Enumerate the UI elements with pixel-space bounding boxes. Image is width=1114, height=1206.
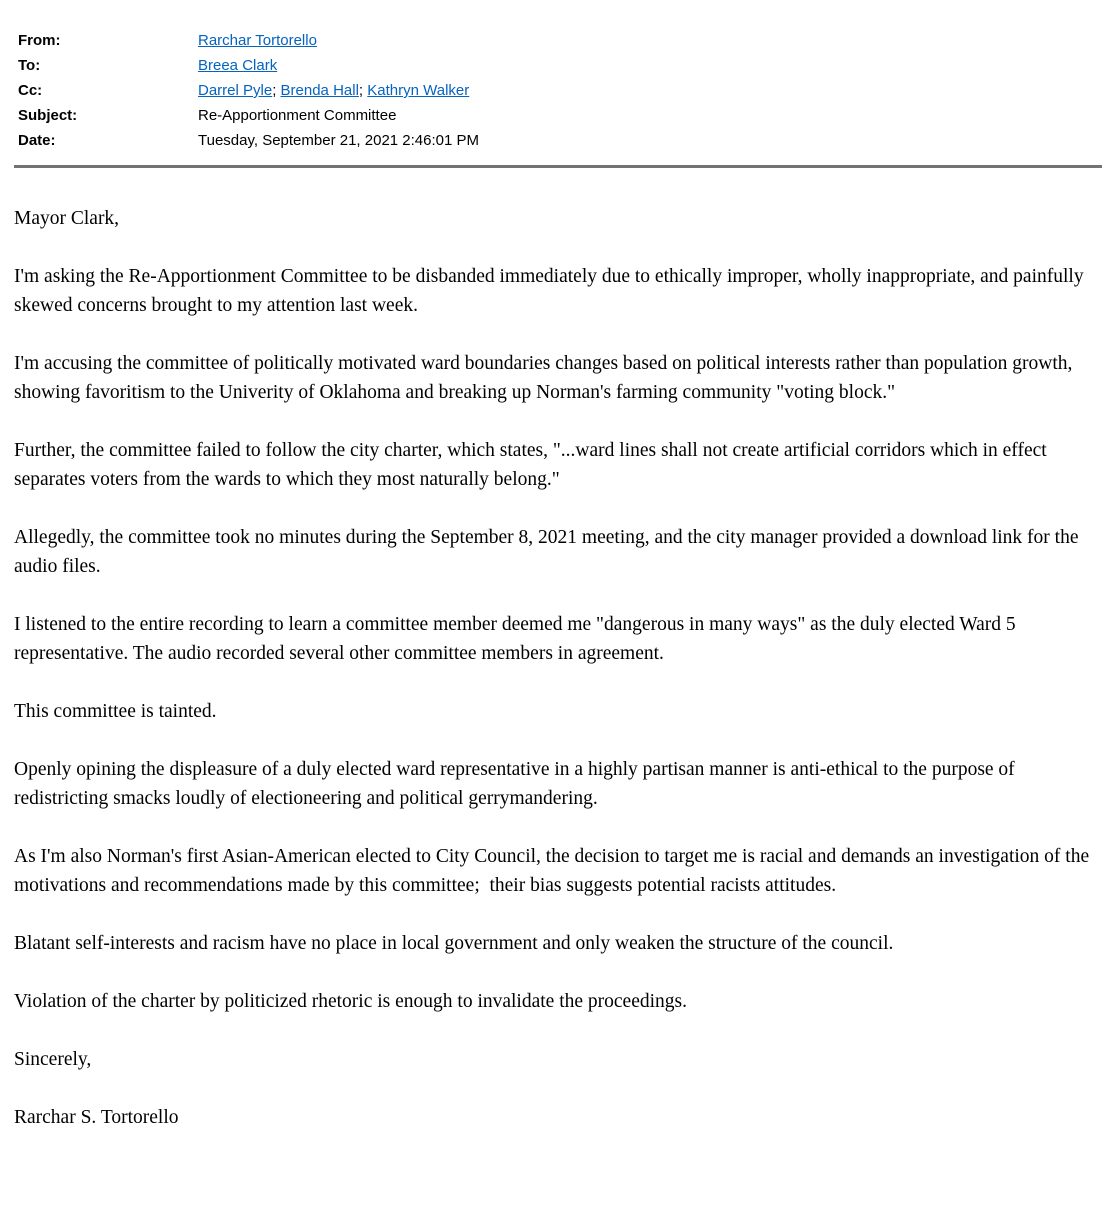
cc-label: Cc: [18,82,43,99]
from-label: From: [18,32,61,49]
body-paragraph: I'm accusing the committee of politically motivated ward boundaries changes based on political interests rather than population growth, showing favoritism to the Univerity of Oklahoma and breaking up Norman's farming community "voting block." [14,353,1078,403]
date-label: Date: [18,132,56,149]
to-label: To: [18,57,41,74]
cc-link[interactable]: Kathryn Walker [367,82,470,99]
date-value: Tuesday, September 21, 2021 2:46:01 PM [198,132,480,149]
body-paragraph: I'm asking the Re-Apportionment Committee to be disbanded immediately due to ethically improper, wholly inappropriate, and painfully skewed concerns brought to my attention last week. [14,266,1089,316]
body-paragraph: Mayor Clark, [14,208,120,229]
cc-separator: ; [358,82,368,99]
body-paragraph: I listened to the entire recording to learn a committee member deemed me "dangerous in many ways" as the duly elected Ward 5 representative. The audio recorded several other committee members in agreement. [14,614,1021,664]
cc-link[interactable]: Darrel Pyle [198,82,273,99]
email-header [14,28,1102,153]
body-paragraph: Violation of the charter by politicized rhetoric is enough to invalidate the proceedings. [14,991,687,1012]
cc-separator: ; [272,82,281,99]
body-paragraph: Blatant self-interests and racism have no place in local government and only weaken the structure of the council. [14,933,894,954]
header-row-from [18,28,1102,53]
body-paragraph: Allegedly, the committee took no minutes during the September 8, 2021 meeting, and the city manager provided a download link for the audio files. [14,527,1084,577]
from-value [198,28,1102,53]
email-body [14,168,1102,1132]
subject-label: Subject: [18,107,78,124]
header-row-to [18,53,1102,78]
from-link[interactable]: Rarchar Tortorello [198,32,317,49]
to-value [198,53,1102,78]
to-link[interactable]: Breea Clark [198,57,278,74]
body-paragraph: Sincerely, [14,1049,92,1070]
cc-links [198,78,1102,103]
header-row-cc [18,78,1102,103]
body-paragraph: This committee is tainted. [14,701,217,722]
body-paragraph: As I'm also Norman's first Asian-American elected to City Council, the decision to target me is racial and demands an investigation of the motivations and recommendations made by this committee; their bias suggests potential racists attitudes. [14,846,1094,896]
subject-value: Re-Apportionment Committee [198,107,397,124]
body-paragraph: Further, the committee failed to follow the city charter, which states, "...ward lines shall not create artificial corridors which in effect separates voters from the wards to which they most naturally belong." [14,440,1052,490]
body-paragraph: Openly opining the displeasure of a duly elected ward representative in a highly partisan manner is anti-ethical to the purpose of redistricting smacks loudly of electioneering and political gerrymandering. [14,759,1020,809]
cc-link[interactable]: Brenda Hall [280,82,359,99]
header-row-date [18,128,1102,153]
body-paragraph: Rarchar S. Tortorello [14,1107,179,1128]
header-row-subject [18,103,1102,128]
